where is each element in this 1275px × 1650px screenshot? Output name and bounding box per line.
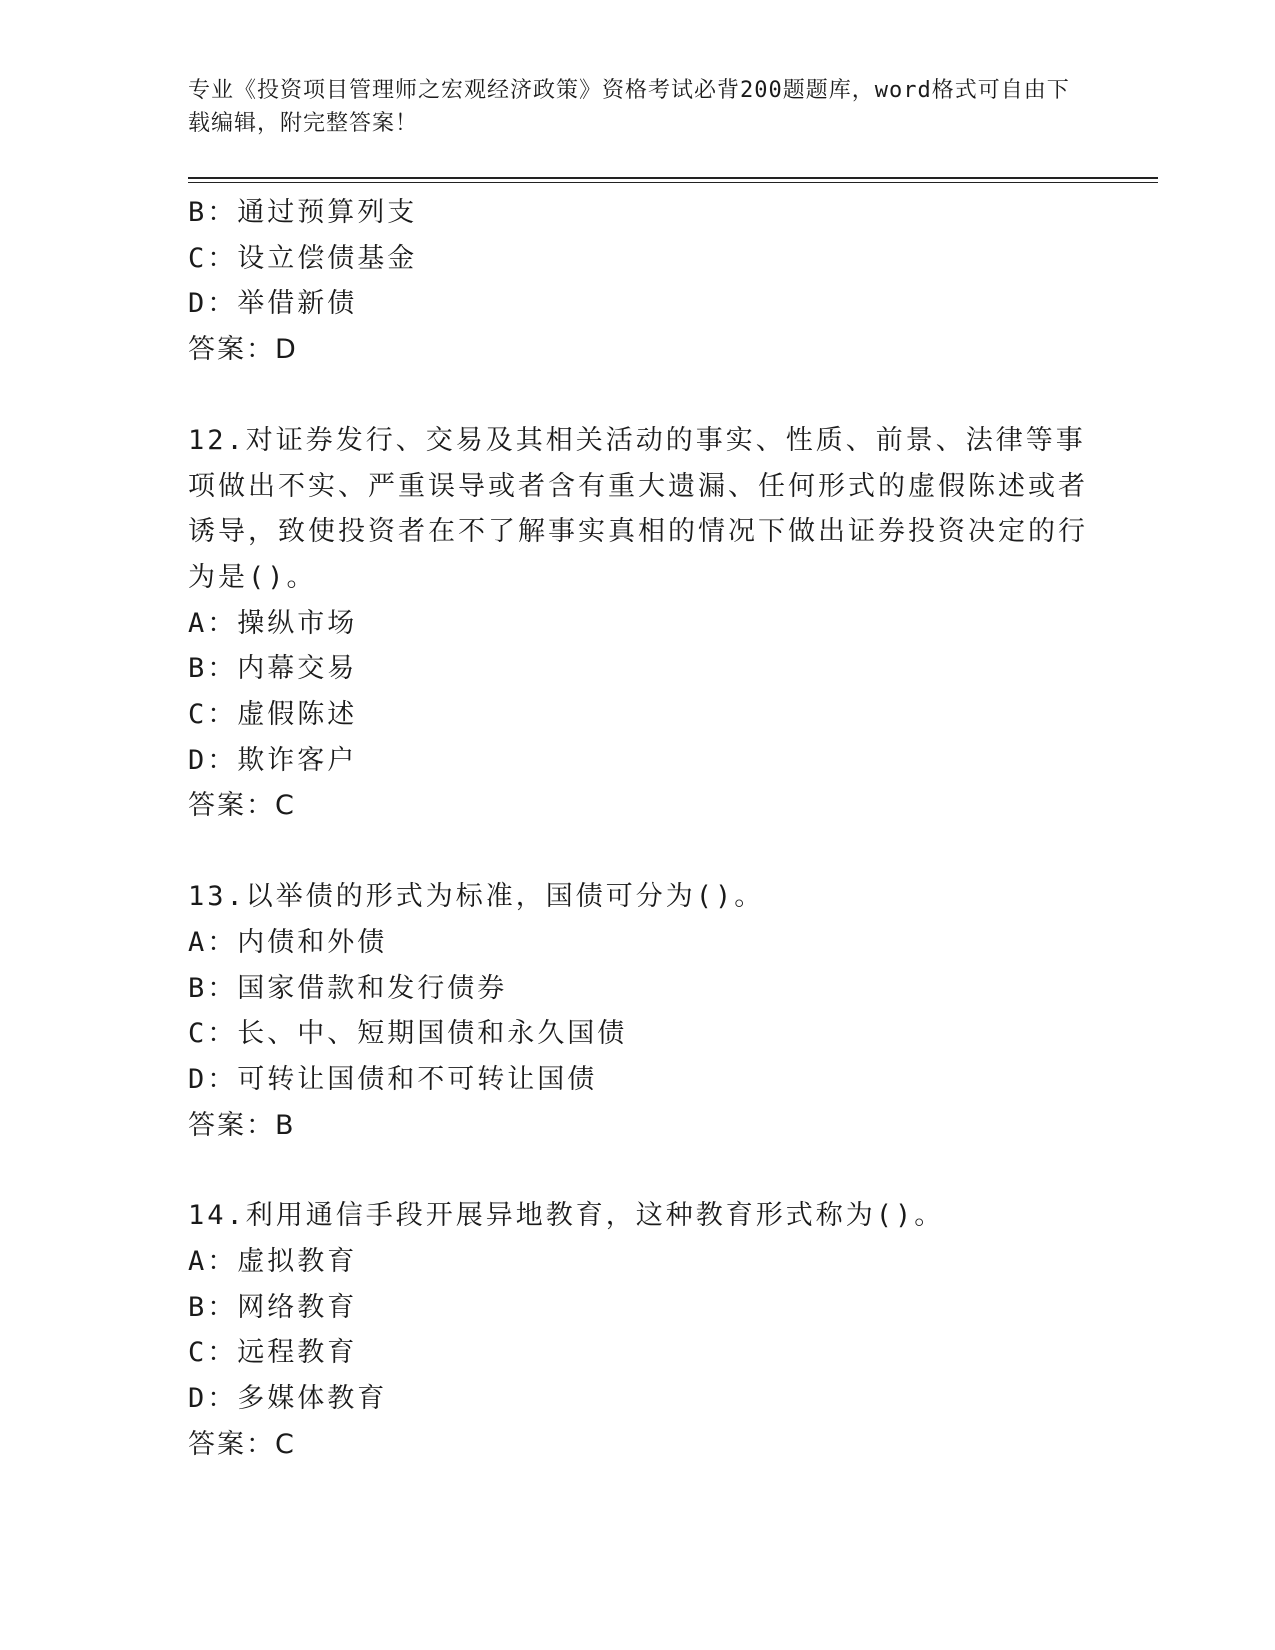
answer: 答案：C bbox=[188, 790, 296, 822]
answer: 答案：B bbox=[188, 1109, 296, 1141]
answer: 答案：C bbox=[188, 1428, 296, 1460]
header-rule-thin bbox=[188, 182, 1158, 183]
option-c: C：虚假陈述 bbox=[188, 699, 358, 731]
question-stem: 14.利用通信手段开展异地教育，这种教育形式称为()。 bbox=[188, 1200, 945, 1232]
option-a: A：操纵市场 bbox=[188, 607, 358, 639]
option-c: C：远程教育 bbox=[188, 1337, 358, 1369]
question-14 bbox=[188, 1148, 1088, 1467]
option-d: D：欺诈客户 bbox=[188, 744, 358, 776]
option-d: D：举借新债 bbox=[188, 288, 358, 320]
partial-question bbox=[188, 190, 1088, 373]
question-12 bbox=[188, 373, 1088, 829]
option-d: D：多媒体教育 bbox=[188, 1383, 388, 1415]
option-a: A：内债和外债 bbox=[188, 926, 388, 958]
document-header: 专业《投资项目管理师之宏观经济政策》资格考试必背200题题库，word格式可自由下载编辑，附完整答案！ bbox=[188, 78, 1070, 136]
option-b: B：国家借款和发行债券 bbox=[188, 972, 508, 1004]
answer: 答案：D bbox=[188, 334, 298, 366]
option-b: B：通过预算列支 bbox=[188, 197, 418, 228]
question-content bbox=[188, 190, 1088, 1468]
option-c: C：设立偿债基金 bbox=[188, 242, 418, 274]
question-stem: 12.对证券发行、交易及其相关活动的事实、性质、前景、法律等事项做出不实、严重误导或者含有重大遗漏、任何形式的虚假陈述或者诱导，致使投资者在不了解事实真相的情况下做出证券投资决定的行为是()。 bbox=[188, 424, 1088, 593]
option-b: B：内幕交易 bbox=[188, 653, 358, 685]
question-stem: 13.以举债的形式为标准，国债可分为()。 bbox=[188, 881, 765, 913]
option-b: B：网络教育 bbox=[188, 1291, 358, 1323]
option-a: A：虚拟教育 bbox=[188, 1246, 358, 1278]
question-13 bbox=[188, 829, 1088, 1148]
header-rule-thick bbox=[188, 177, 1158, 179]
option-d: D：可转让国债和不可转让国债 bbox=[188, 1063, 598, 1095]
option-c: C：长、中、短期国债和永久国债 bbox=[188, 1018, 628, 1050]
